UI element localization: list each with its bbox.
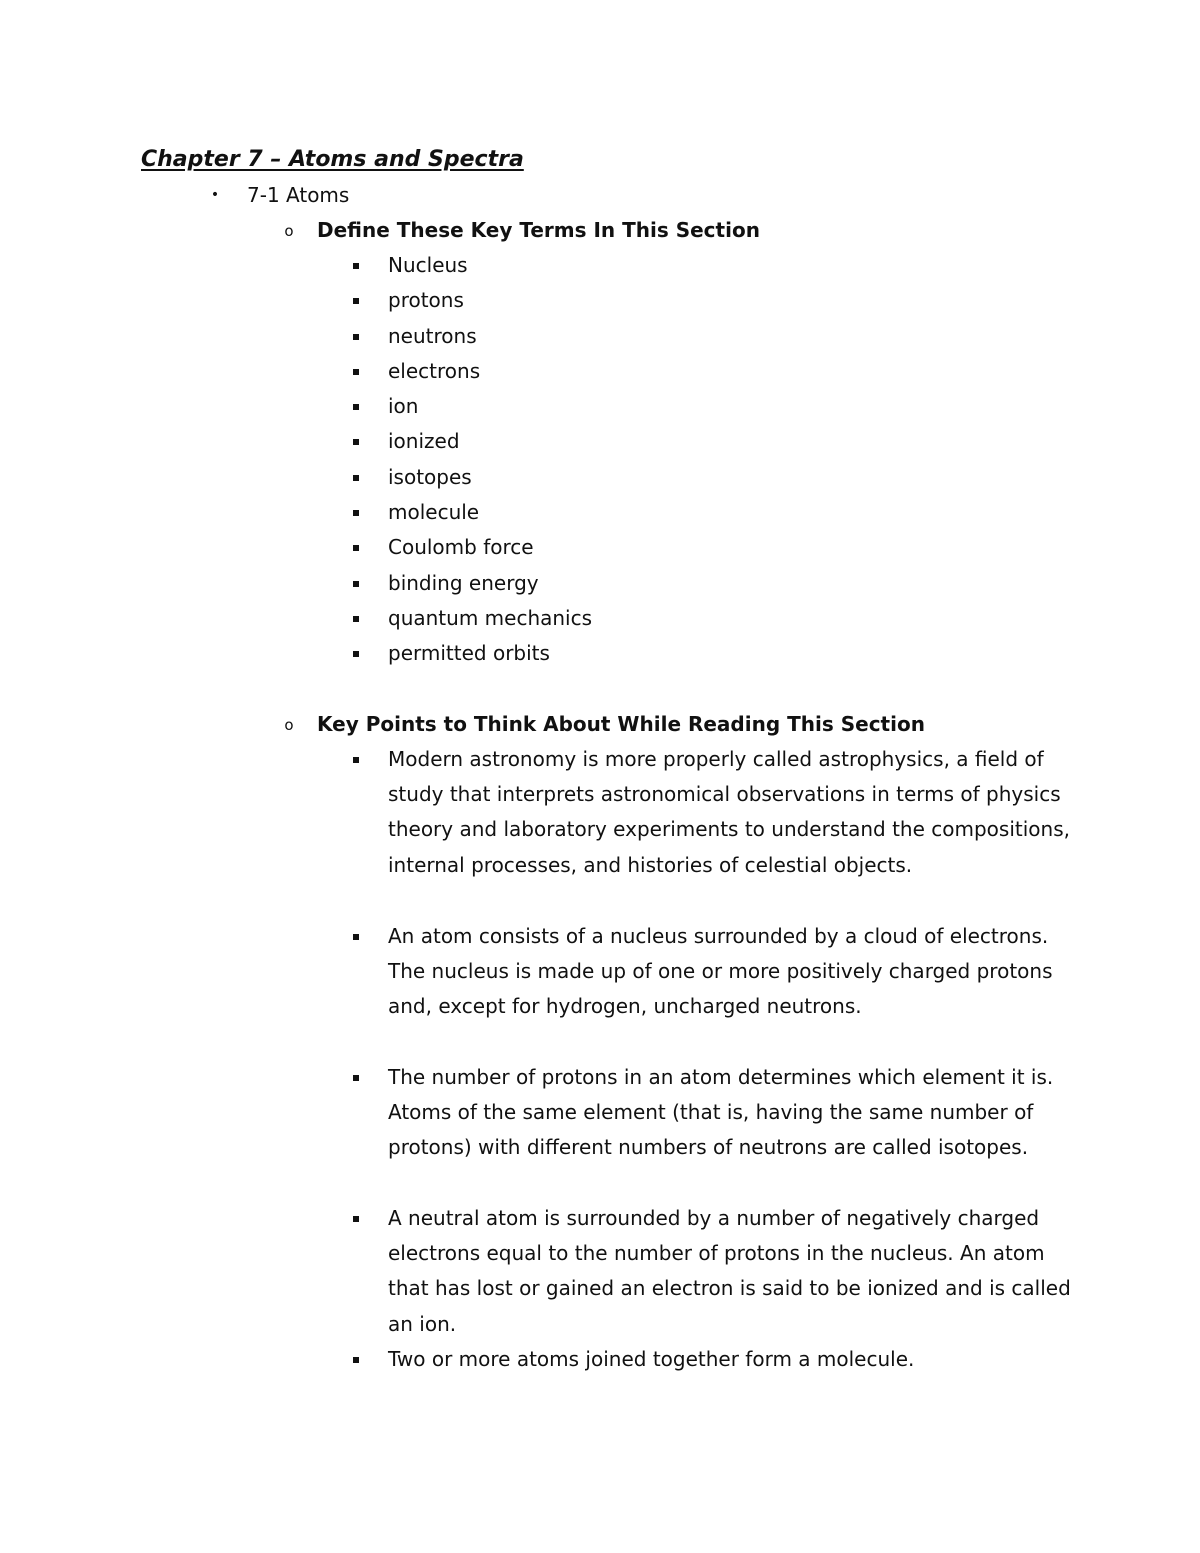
key-point: The number of protons in an atom determines which element it is. Atoms of the same element (that is, having the same number of protons) with different numbers of neutrons are called isotopes. bbox=[388, 1065, 1054, 1160]
key-term: molecule bbox=[388, 500, 480, 524]
subsection-bullet: o bbox=[284, 716, 294, 734]
key-term: Coulomb force bbox=[388, 535, 534, 559]
term-bullet bbox=[353, 298, 359, 304]
term-bullet bbox=[353, 475, 359, 481]
subsection-bullet: o bbox=[284, 222, 294, 240]
key-terms-heading: Define These Key Terms In This Section bbox=[317, 218, 760, 242]
point-bullet bbox=[353, 757, 359, 763]
term-bullet bbox=[353, 334, 359, 340]
term-bullet bbox=[353, 263, 359, 269]
term-bullet bbox=[353, 616, 359, 622]
key-point: Two or more atoms joined together form a molecule. bbox=[388, 1347, 915, 1371]
term-bullet bbox=[353, 545, 359, 551]
key-term: ion bbox=[388, 394, 419, 418]
key-term: electrons bbox=[388, 359, 481, 383]
point-bullet bbox=[353, 1357, 359, 1363]
key-term: quantum mechanics bbox=[388, 606, 593, 630]
point-bullet bbox=[353, 934, 359, 940]
section-bullet: • bbox=[210, 187, 220, 203]
key-term: protons bbox=[388, 288, 464, 312]
point-bullet bbox=[353, 1216, 359, 1222]
term-bullet bbox=[353, 439, 359, 445]
key-term: ionized bbox=[388, 429, 460, 453]
key-term: permitted orbits bbox=[388, 641, 550, 665]
key-term: Nucleus bbox=[388, 253, 468, 277]
term-bullet bbox=[353, 581, 359, 587]
term-bullet bbox=[353, 404, 359, 410]
point-bullet bbox=[353, 1075, 359, 1081]
key-point: A neutral atom is surrounded by a number of negatively charged electrons equal to the number of protons in the nucleus. An atom that has lost or gained an electron is said to be ionized and is called an ion. bbox=[388, 1206, 1071, 1336]
key-term: binding energy bbox=[388, 571, 539, 595]
section-heading: 7-1 Atoms bbox=[247, 183, 350, 207]
key-point: Modern astronomy is more properly called astrophysics, a field of study that interprets astronomical observations in terms of physics theory and laboratory experiments to understand the compositions, internal processes, and histories of celestial objects. bbox=[388, 747, 1070, 877]
key-term: neutrons bbox=[388, 324, 477, 348]
key-term: isotopes bbox=[388, 465, 472, 489]
term-bullet bbox=[353, 369, 359, 375]
key-point: An atom consists of a nucleus surrounded by a cloud of electrons. The nucleus is made up of one or more positively charged protons and, except for hydrogen, uncharged neutrons. bbox=[388, 924, 1053, 1019]
chapter-title: Chapter 7 – Atoms and Spectra bbox=[141, 147, 524, 172]
term-bullet bbox=[353, 510, 359, 516]
key-points-heading: Key Points to Think About While Reading This Section bbox=[317, 712, 925, 736]
term-bullet bbox=[353, 651, 359, 657]
